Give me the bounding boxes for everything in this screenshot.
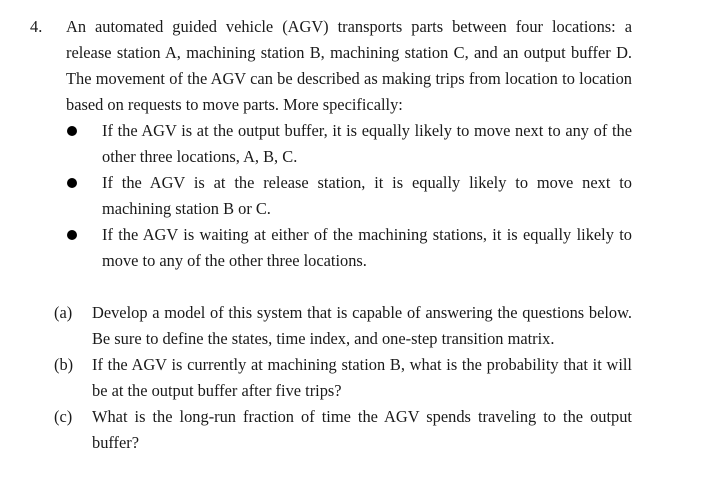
bullet-icon xyxy=(67,178,77,188)
condition-item xyxy=(66,118,632,170)
bullet-icon xyxy=(67,230,77,240)
condition-item xyxy=(66,222,632,274)
question-intro: An automated guided vehicle (AGV) transports parts between four locations: a release station A, machining station B, machining station C, and an output buffer D. The movement of the AGV can be described as making trips from location to location based on requests to move parts. More specifically: xyxy=(66,17,632,114)
sub-question-a xyxy=(54,300,632,352)
sub-question-label: (a) xyxy=(54,303,73,322)
condition-text: If the AGV is at the output buffer, it is equally likely to move next to any of the other three locations, A, B, C. xyxy=(102,121,632,166)
sub-question-label: (b) xyxy=(54,355,74,374)
sub-question-label: (c) xyxy=(54,407,73,426)
sub-question-text: If the AGV is currently at machining station B, what is the probability that it will be at the output buffer after five trips? xyxy=(92,355,632,400)
bullet-icon xyxy=(67,126,77,136)
condition-item xyxy=(66,170,632,222)
sub-question-text: Develop a model of this system that is capable of answering the questions below. Be sure to define the states, time index, and one-step transition matrix. xyxy=(92,303,632,348)
condition-list xyxy=(66,118,632,274)
question-number: 4. xyxy=(30,17,43,36)
sub-question-text: What is the long-run fraction of time the AGV spends traveling to the output buffer? xyxy=(92,407,632,452)
condition-text: If the AGV is waiting at either of the machining stations, it is equally likely to move to any of the other three locations. xyxy=(102,225,632,270)
sub-question-c xyxy=(54,404,632,456)
sub-question-list xyxy=(54,300,632,456)
condition-text: If the AGV is at the release station, it is equally likely to move next to machining station B or C. xyxy=(102,173,632,218)
sub-question-b xyxy=(54,352,632,404)
